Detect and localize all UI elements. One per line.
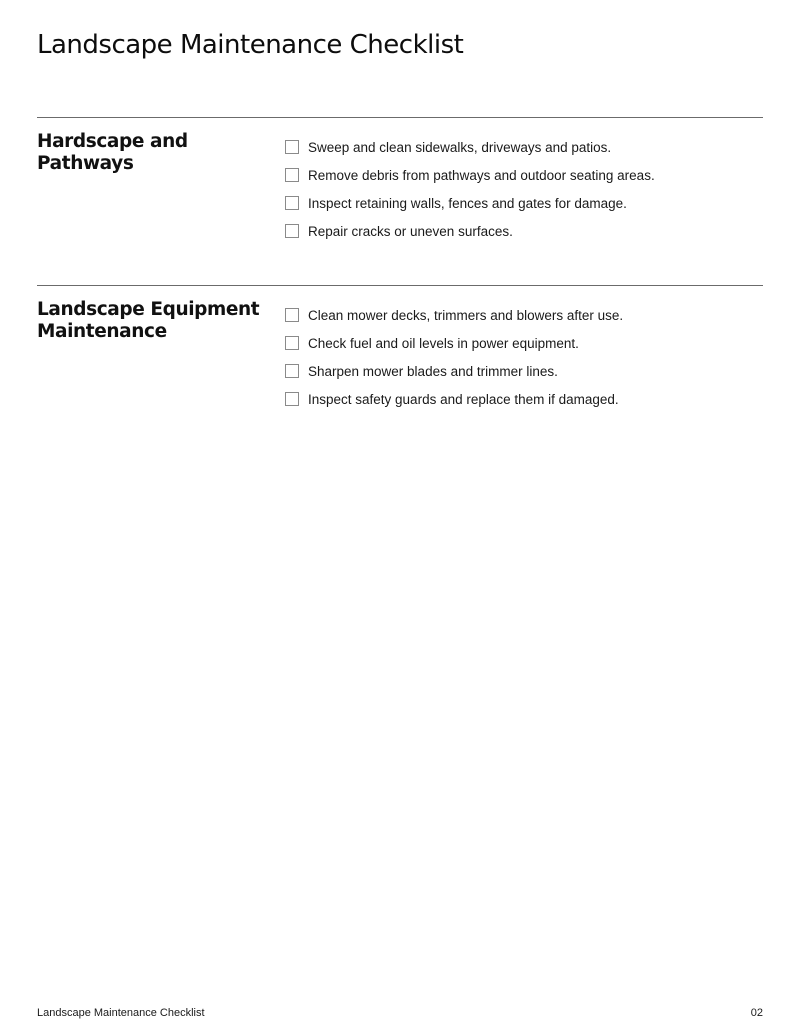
checklist-item[interactable] <box>285 329 623 357</box>
checklist-section-equipment <box>37 285 763 407</box>
checklist-item[interactable] <box>285 133 655 161</box>
checkbox[interactable] <box>285 224 299 238</box>
checklist-item-label: Sharpen mower blades and trimmer lines. <box>308 363 558 379</box>
checkbox[interactable] <box>285 308 299 322</box>
checklist <box>285 133 655 245</box>
checkbox[interactable] <box>285 168 299 182</box>
checklist-item[interactable] <box>285 189 655 217</box>
checklist-item-label: Inspect safety guards and replace them if damaged. <box>308 391 619 407</box>
checkbox[interactable] <box>285 364 299 378</box>
section-heading: Landscape Equipment Maintenance <box>37 299 260 342</box>
section-heading: Hardscape and Pathways <box>37 131 188 174</box>
checklist-item[interactable] <box>285 301 623 329</box>
checklist-item-label: Inspect retaining walls, fences and gates for damage. <box>308 195 627 211</box>
checklist-item[interactable] <box>285 385 623 413</box>
checkbox[interactable] <box>285 392 299 406</box>
checklist-item-label: Repair cracks or uneven surfaces. <box>308 223 513 239</box>
checklist-section-hardscape <box>37 117 763 239</box>
page-title: Landscape Maintenance Checklist <box>37 30 464 60</box>
checklist-item[interactable] <box>285 357 623 385</box>
footer-document-title: Landscape Maintenance Checklist <box>37 1007 205 1019</box>
checkbox[interactable] <box>285 140 299 154</box>
checklist-item-label: Sweep and clean sidewalks, driveways and patios. <box>308 139 612 155</box>
checkbox[interactable] <box>285 196 299 210</box>
checkbox[interactable] <box>285 336 299 350</box>
checklist-item-label: Clean mower decks, trimmers and blowers after use. <box>308 307 624 323</box>
footer-page-number: 02 <box>750 1007 763 1019</box>
checklist <box>285 301 623 413</box>
checklist-item[interactable] <box>285 161 655 189</box>
checklist-item-label: Remove debris from pathways and outdoor seating areas. <box>308 167 655 183</box>
checklist-item[interactable] <box>285 217 655 245</box>
checklist-item-label: Check fuel and oil levels in power equipment. <box>308 335 579 351</box>
